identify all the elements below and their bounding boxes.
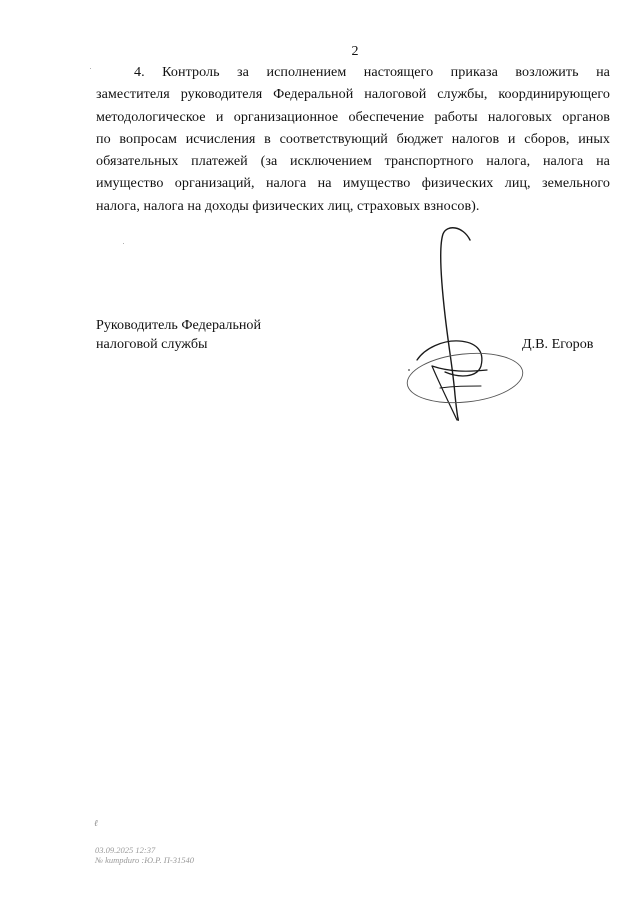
paragraph-line: налога, налога на доходы физических лиц, страховых взносов).	[96, 197, 480, 214]
signer-position-line: Руководитель Федеральной	[96, 317, 262, 333]
footer-mark: ℓ	[94, 818, 98, 828]
scan-speck	[90, 68, 91, 69]
signer-position	[96, 316, 261, 354]
page-number: 2	[351, 44, 359, 59]
signer-name: Д.В. Егоров	[522, 336, 594, 352]
signer-position-line: налоговой службы	[96, 336, 208, 352]
footer-timestamp: 03.09.2025 12:37	[95, 845, 156, 855]
paragraph-line: методологическое и организационное обеспечение работы налоговых органов	[96, 108, 610, 125]
footer-reference: № kumpduro :Ю.Р. П-31540	[95, 854, 194, 865]
scan-speck	[123, 243, 124, 244]
paragraph-4	[96, 61, 610, 217]
document-footer	[95, 846, 194, 865]
paragraph-line: обязательных платежей (за исключением транспортного налога, налога на	[96, 153, 610, 170]
paragraph-line: 4. Контроль за исполнением настоящего приказа возложить на	[134, 64, 610, 80]
paragraph-line: имущество организаций, налога на имущество физических лиц, земельного	[96, 175, 610, 192]
paragraph-line: по вопросам исчисления в соответствующий бюджет налогов и сборов, иных	[96, 130, 610, 147]
paragraph-line: заместителя руководителя Федеральной налоговой службы, координирующего	[96, 86, 610, 103]
signature-icon	[395, 220, 545, 430]
